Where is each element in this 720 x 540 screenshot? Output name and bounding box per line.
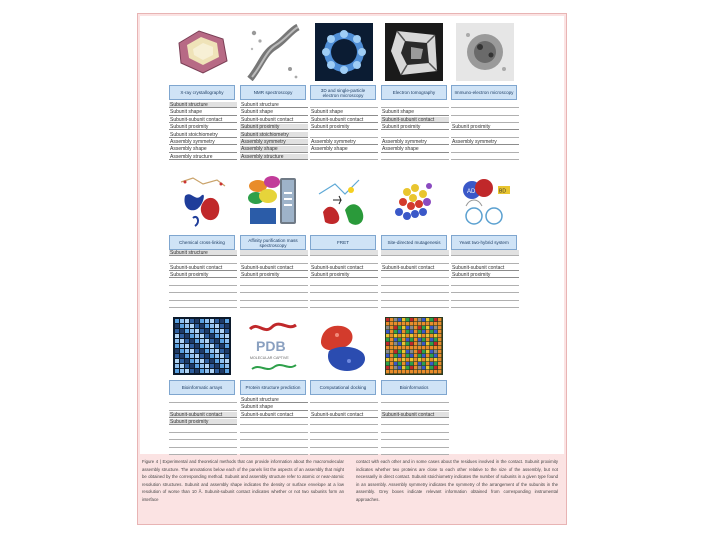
annotation-cell: Subunit proximity	[310, 124, 378, 130]
annotation-cell	[451, 287, 519, 293]
annotation-cell	[451, 250, 519, 256]
figure-panel	[140, 16, 564, 454]
label-nmr-spectroscopy: NMR spectroscopy	[240, 85, 306, 100]
annotation-cell	[451, 280, 519, 286]
annotation-cell: Subunit-subunit contact	[169, 412, 237, 418]
electron-microscopy-image	[315, 23, 373, 81]
annotation-cell: Subunit proximity	[169, 419, 237, 425]
label-electron-tomography: Electron tomography	[381, 85, 447, 100]
annotation-cell: Subunit shape	[381, 109, 449, 115]
label-structure-prediction: Protein structure prediction	[240, 380, 306, 395]
annotation-cell	[451, 154, 519, 160]
figure-caption	[142, 458, 560, 522]
bioinformatic-arrays-image	[173, 317, 231, 375]
annotation-cell: Subunit proximity	[169, 124, 237, 130]
annotation-cell: Subunit-subunit contact	[240, 117, 308, 123]
annotation-cell	[240, 294, 308, 300]
annotation-cell	[169, 257, 237, 263]
bioinformatics-image	[385, 317, 443, 375]
y2h-bd-text: BD	[499, 188, 506, 195]
annotation-cell	[240, 419, 308, 425]
label-immuno-em: Immuno-electron microscopy	[451, 85, 517, 100]
annotation-cell	[169, 287, 237, 293]
annotation-cell: Subunit proximity	[240, 124, 308, 130]
annotation-cell	[169, 397, 237, 403]
mutagenesis-image	[385, 172, 443, 230]
annotation-cell	[240, 250, 308, 256]
annotation-cell	[310, 427, 378, 433]
yeast-two-hybrid-image	[456, 172, 514, 230]
annotation-cell	[381, 449, 449, 455]
annotation-cell: Subunit-subunit contact	[310, 265, 378, 271]
annotation-cell: Subunit-subunit contact	[240, 412, 308, 418]
electron-tomography-image	[385, 23, 443, 81]
cross-linking-image	[173, 172, 231, 230]
annotation-cell	[381, 102, 449, 108]
label-computational-docking: Computational docking	[310, 380, 376, 395]
annotation-cell	[451, 257, 519, 263]
annotation-cell: Subunit proximity	[169, 272, 237, 278]
annotation-cell: Assembly symmetry	[381, 139, 449, 145]
annotation-cell	[381, 397, 449, 403]
annotation-cell	[169, 280, 237, 286]
label-electron-microscopy: 3D and single-particle electron microscopy	[310, 85, 376, 100]
annotation-cell	[310, 449, 378, 455]
annotation-cell	[381, 132, 449, 138]
annotation-cell	[310, 102, 378, 108]
pdb-logo-text: PDB	[256, 338, 286, 354]
annotation-cell: Subunit shape	[310, 109, 378, 115]
annotation-cell	[451, 132, 519, 138]
annotation-cell	[381, 257, 449, 263]
annotation-cell	[240, 257, 308, 263]
annotation-cell	[381, 419, 449, 425]
annotation-cell	[310, 257, 378, 263]
annotation-cell: Assembly shape	[240, 146, 308, 152]
annotation-cell	[451, 294, 519, 300]
label-affinity-purification: Affinity purification mass spectroscopy	[240, 235, 306, 250]
label-fret: FRET	[310, 235, 376, 250]
annotation-cell: Subunit-subunit contact	[381, 265, 449, 271]
annotation-cell	[310, 302, 378, 308]
annotation-cell: Assembly shape	[381, 146, 449, 152]
annotation-cell: Subunit shape	[240, 109, 308, 115]
annotation-cell: Subunit structure	[240, 397, 308, 403]
annotation-cell: Subunit-subunit contact	[451, 265, 519, 271]
annotation-cell: Subunit-subunit contact	[240, 265, 308, 271]
annotation-cell	[451, 302, 519, 308]
annotation-cell	[381, 287, 449, 293]
annotation-cell: Subunit stoichiometry	[169, 132, 237, 138]
label-mutagenesis: Site-directed mutagenesis	[381, 235, 447, 250]
annotation-cell	[381, 250, 449, 256]
annotation-cell: Subunit-subunit contact	[310, 412, 378, 418]
annotation-cell	[381, 427, 449, 433]
annotation-cell	[240, 441, 308, 447]
y2h-ad-text: AD	[467, 189, 476, 195]
immuno-em-image	[456, 23, 514, 81]
annotation-cell	[240, 302, 308, 308]
annotation-cell: Assembly symmetry	[451, 139, 519, 145]
annotation-cell	[169, 427, 237, 433]
annotation-cell	[451, 102, 519, 108]
annotation-cell: Subunit-subunit contact	[381, 117, 449, 123]
annotation-cell	[310, 294, 378, 300]
annotation-cell: Subunit shape	[169, 109, 237, 115]
annotation-cell: Assembly symmetry	[240, 139, 308, 145]
annotation-cell: Subunit proximity	[451, 124, 519, 130]
annotation-cell	[381, 302, 449, 308]
label-bioinformatics: Bioinformatics	[381, 380, 447, 395]
annotation-cell	[240, 427, 308, 433]
annotation-cell	[169, 434, 237, 440]
annotation-cell	[240, 449, 308, 455]
annotation-cell	[240, 287, 308, 293]
annotation-cell	[310, 132, 378, 138]
annotation-cell	[381, 434, 449, 440]
annotation-cell	[169, 294, 237, 300]
computational-docking-image	[315, 317, 373, 375]
annotation-cell: Subunit-subunit contact	[169, 265, 237, 271]
annotation-cell	[240, 434, 308, 440]
annotation-cell: Subunit-subunit contact	[310, 117, 378, 123]
annotation-cell	[310, 250, 378, 256]
annotation-cell	[310, 280, 378, 286]
annotation-cell: Assembly structure	[240, 154, 308, 160]
pdb-subtitle-text: MOLECULAR CAPTIVE	[250, 356, 289, 360]
label-xray-crystallography: X-ray crystallography	[169, 85, 235, 100]
annotation-cell	[381, 294, 449, 300]
nmr-spectroscopy-image	[244, 23, 302, 81]
annotation-cell	[381, 272, 449, 278]
annotation-cell: Assembly symmetry	[310, 139, 378, 145]
annotation-cell: Subunit stoichiometry	[240, 132, 308, 138]
annotation-cell	[310, 154, 378, 160]
annotation-cell	[240, 280, 308, 286]
annotation-cell: Assembly shape	[169, 146, 237, 152]
annotation-cell: Subunit-subunit contact	[169, 117, 237, 123]
annotation-cell	[310, 419, 378, 425]
annotation-cell: Subunit-subunit contact	[381, 412, 449, 418]
figure-frame	[137, 13, 567, 525]
annotation-cell	[451, 146, 519, 152]
annotation-cell	[310, 434, 378, 440]
annotation-cell	[169, 404, 237, 410]
annotation-cell	[451, 109, 519, 115]
annotation-cell	[381, 441, 449, 447]
annotation-cell: Subunit proximity	[240, 272, 308, 278]
caption-right-column: contact with each other and in some cases about the residues involved in the contact. Subunit proximity indicates whether two proteins are close to each other relative to the size of the assembly, but not necessarily in direct contact. Subunit stoichiometry indicates the number of subunits in a given type found in an assembly. Assembly symmetry indicates the symmetry of the arrangement of the subunits in the assembly. Grey boxes indicate relevant information obtained from corresponding instrumental approaches.	[356, 459, 558, 502]
annotation-cell: Subunit proximity	[381, 124, 449, 130]
structure-prediction-image	[244, 317, 302, 375]
label-yeast-two-hybrid: Yeast two-hybrid system	[451, 235, 517, 250]
annotation-cell	[310, 397, 378, 403]
label-cross-linking: Chemical cross-linking	[169, 235, 235, 250]
annotation-cell	[381, 280, 449, 286]
annotation-cell	[451, 117, 519, 123]
annotation-cell: Subunit structure	[240, 102, 308, 108]
annotation-cell: Assembly shape	[310, 146, 378, 152]
annotation-cell	[169, 302, 237, 308]
annotation-cell: Subunit structure	[169, 250, 237, 256]
annotation-cell: Subunit structure	[169, 102, 237, 108]
annotation-cell	[169, 441, 237, 447]
annotation-cell	[310, 287, 378, 293]
annotation-cell	[310, 404, 378, 410]
annotation-cell: Subunit shape	[240, 404, 308, 410]
xray-crystal-image	[173, 23, 231, 81]
fret-image	[315, 172, 373, 230]
annotation-cell	[169, 449, 237, 455]
annotation-cell: Subunit proximity	[310, 272, 378, 278]
affinity-purification-image	[244, 172, 302, 230]
caption-left-column: Figure 4 | Experimental and theoretical methods that can provide information about the macromolecular assembly structure. The annotations below each of the panels list the aspects of an assembly that might be obtained by the corresponding method. Subunit and assembly structure refer to atomic or near-atomic resolution structures. Subunit and assembly shape indicates the density or surface envelope at a low resolution of worse than 10 Å. Subunit-subunit contact indicates whether or not two subunits form an interface	[142, 459, 344, 502]
annotation-cell	[310, 441, 378, 447]
annotation-cell: Assembly structure	[169, 154, 237, 160]
label-bioinformatic-arrays: Bioinformatic arrays	[169, 380, 235, 395]
annotation-cell	[381, 404, 449, 410]
annotation-cell: Assembly symmetry	[169, 139, 237, 145]
annotation-cell	[381, 154, 449, 160]
annotation-cell: Subunit proximity	[451, 272, 519, 278]
